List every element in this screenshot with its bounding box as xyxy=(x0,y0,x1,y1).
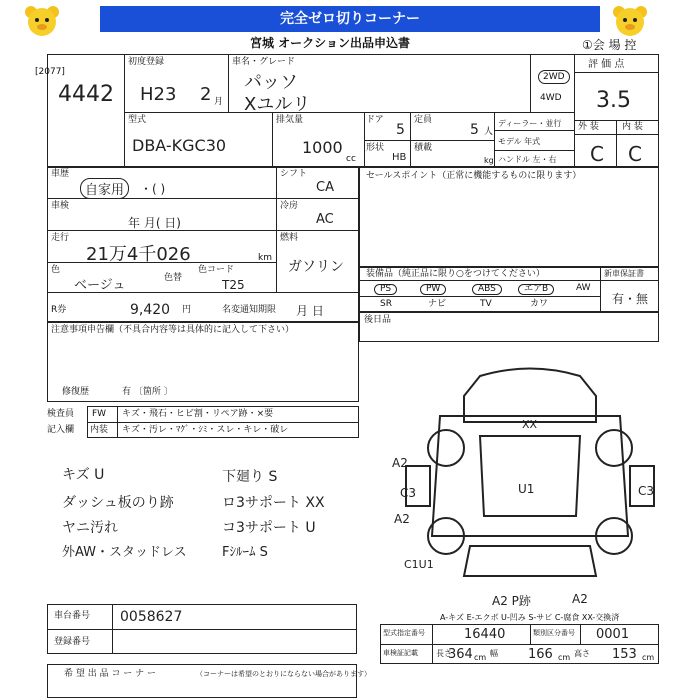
int-label: 内 装 xyxy=(622,122,643,132)
history-value: 自家用 xyxy=(80,178,129,199)
equip-leather: カワ xyxy=(530,299,549,309)
length-label: 長さ xyxy=(436,649,452,658)
height-label: 高さ xyxy=(574,649,590,658)
color-code-label: 色コード xyxy=(198,265,235,275)
shift-label: シフト xyxy=(280,169,308,179)
r-value: 9,420 xyxy=(130,302,171,318)
car-no-label: 車台番号 xyxy=(54,611,91,621)
inspection-label: 車検 xyxy=(51,201,70,211)
score-label: 評 価 点 xyxy=(588,59,625,70)
length-value: 364 xyxy=(448,647,473,662)
equip-sr: SR xyxy=(380,299,392,309)
displacement-value: 1000 xyxy=(302,138,343,157)
size-label: 車検証記載 xyxy=(383,649,418,657)
bear-logo-right-icon xyxy=(610,4,650,38)
name-change-value: 月 日 xyxy=(296,304,324,318)
fuel-label: 燃料 xyxy=(280,233,299,243)
drive-4wd: 4WD xyxy=(540,93,562,103)
mileage-value: 21万4千026 xyxy=(86,244,191,265)
equip-abs: ABS xyxy=(472,284,502,295)
lot-number: 4442 xyxy=(58,82,114,107)
mark-rear-left: C1U1 xyxy=(404,558,434,571)
car-name: パッソ xyxy=(244,72,298,93)
cc-unit: cc xyxy=(346,154,356,164)
km-unit: km xyxy=(258,253,272,263)
capacity-label: 定員 xyxy=(414,115,433,125)
auction-title: 宮城 オークション出品申込書 xyxy=(250,36,410,50)
note-left-1: キズ U xyxy=(62,467,105,483)
r-label: R券 xyxy=(51,305,67,315)
note-right-2: ロ3サポート XX xyxy=(222,495,325,511)
score-value: 3.5 xyxy=(596,88,631,113)
shift-value: CA xyxy=(316,180,334,195)
ac-value: AC xyxy=(316,212,334,227)
equip-ps: PS xyxy=(374,284,397,295)
notes-label: 注意事項申告欄（不具合内容等は具体的に記入して下さい） xyxy=(51,325,295,335)
width-unit: cm xyxy=(558,653,571,662)
mark-right-c3: C3 xyxy=(638,484,655,498)
equip-tv: TV xyxy=(480,299,492,309)
class-code-value: 0001 xyxy=(596,627,630,642)
note-right-4: Fｼﾙｰﾑ S xyxy=(222,545,268,560)
note-right-1: 下廻り S xyxy=(222,469,278,485)
after-parts-label: 後日品 xyxy=(364,315,392,325)
width-label: 幅 xyxy=(490,649,498,658)
model-value: DBA-KGC30 xyxy=(132,136,227,155)
mark-left-a2-top: A2 xyxy=(392,456,408,470)
inspector-fw: FW xyxy=(92,409,107,419)
reg-no-label: 登録番号 xyxy=(54,637,91,647)
equip-pw: PW xyxy=(420,284,446,295)
car-grade: Xユルリ xyxy=(244,94,311,115)
mark-left-c3: C3 xyxy=(400,486,417,500)
after-parts-box xyxy=(359,312,659,342)
left-id: [2077] xyxy=(35,67,65,77)
model-code-label: 型式指定番号 xyxy=(383,629,425,637)
ac-label: 冷房 xyxy=(280,201,299,211)
model-year-label: モデル 年式 xyxy=(498,137,541,146)
dealer-label: ディーラー・並行 xyxy=(498,119,562,128)
mark-roof-xx: XX xyxy=(522,418,538,431)
history-rest: ・( ) xyxy=(140,182,166,196)
shape-value: HB xyxy=(392,152,407,163)
first-reg-label: 初度登録 xyxy=(128,57,165,67)
fuel-value: ガソリン xyxy=(288,259,344,275)
damage-legend: A-キズ E-エクボ U-凹み S-サビ C-腐食 XX-交換済 xyxy=(440,613,620,622)
equip-airbag: エアB xyxy=(518,284,554,295)
inspector-label: 検査員 xyxy=(47,409,75,419)
first-reg-month: 2 xyxy=(200,84,212,105)
capacity-value: 5 xyxy=(470,122,479,138)
equip-aw: AW xyxy=(576,283,591,293)
color-label: 色 xyxy=(51,265,61,275)
displacement-label: 排気量 xyxy=(276,115,304,125)
note-left-4: 外AW・スタッドレス xyxy=(62,545,187,560)
car-no-value: 0058627 xyxy=(120,609,183,625)
repair-label: 修復歴 xyxy=(62,387,90,397)
repair-value: 有 〔箇所 〕 xyxy=(122,387,173,397)
capacity-unit: 人 xyxy=(484,127,494,137)
color-no-label: 色替 xyxy=(164,273,183,283)
new-car-label: 新車保証書 xyxy=(604,269,644,278)
sales-point-label: セールスポイント（正常に機能するものに限ります） xyxy=(366,171,582,181)
drive-2wd: 2WD xyxy=(538,70,570,84)
bear-logo-left-icon xyxy=(22,4,62,38)
color-code-value: T25 xyxy=(222,278,245,292)
mark-rear-center: A2 P跡 xyxy=(492,594,531,608)
entry-label: 記入欄 xyxy=(47,425,75,435)
sales-point-box xyxy=(359,167,659,267)
new-car-value: 有・無 xyxy=(612,292,649,306)
handle-label: ハンドル 左・右 xyxy=(498,155,557,164)
mark-center-u1: U1 xyxy=(518,482,535,496)
car-name-label: 車名・グレード xyxy=(232,57,296,67)
mileage-label: 走行 xyxy=(51,233,70,243)
model-label: 型式 xyxy=(128,115,147,125)
mark-left-a2-bottom: A2 xyxy=(394,512,410,526)
height-unit: cm xyxy=(642,653,655,662)
note-left-2: ダッシュ板のり跡 xyxy=(62,495,174,511)
shape-label: 形状 xyxy=(366,143,385,153)
first-reg-era: H23 xyxy=(140,84,177,105)
inspector-int: 内装 xyxy=(90,425,109,435)
r-unit: 円 xyxy=(182,305,192,315)
load-label: 積載 xyxy=(414,143,433,153)
first-reg-month-unit: 月 xyxy=(214,97,224,107)
venue-label: ①会 場 控 xyxy=(582,38,637,52)
equipment-label: 装備品（純正品に限り○をつけてください） xyxy=(366,269,545,279)
note-left-3: ヤニ汚れ xyxy=(62,520,118,536)
ext-grade: C xyxy=(590,142,604,166)
banner-title: 完全ゼロ切りコーナー xyxy=(100,6,600,32)
model-code-value: 16440 xyxy=(464,627,506,642)
kg-unit: kg xyxy=(484,156,494,165)
length-unit: cm xyxy=(474,653,487,662)
mark-rear-right: A2 xyxy=(572,592,588,606)
equip-navi: ナビ xyxy=(428,299,447,309)
inspection-value: 年 月( 日) xyxy=(128,216,181,230)
hope-corner-label: 希 望 出 品 コ ー ナ ー xyxy=(64,669,157,679)
width-value: 166 xyxy=(528,647,553,662)
inspector-fw-items: キズ・飛石・ヒビ割・リペア跡・×要 xyxy=(122,409,274,419)
doors-label: ドア xyxy=(366,115,384,125)
height-value: 153 xyxy=(612,647,637,662)
class-code-label: 類別区分番号 xyxy=(533,629,575,637)
inspector-int-items: キズ・汚レ・ﾏｸﾞ・ｼﾐ・スレ・キレ・破レ xyxy=(122,425,289,435)
color-value: ベージュ xyxy=(74,278,126,293)
hope-corner-note: （コーナーは希望のとおりにならない場合があります） xyxy=(196,670,371,678)
int-grade: C xyxy=(628,142,642,166)
history-label: 車歴 xyxy=(51,169,70,179)
name-change-label: 名変通知期限 xyxy=(222,305,277,315)
doors-value: 5 xyxy=(396,122,405,138)
note-right-3: コ3サポート U xyxy=(222,520,316,536)
ext-label: 外 装 xyxy=(578,122,599,132)
